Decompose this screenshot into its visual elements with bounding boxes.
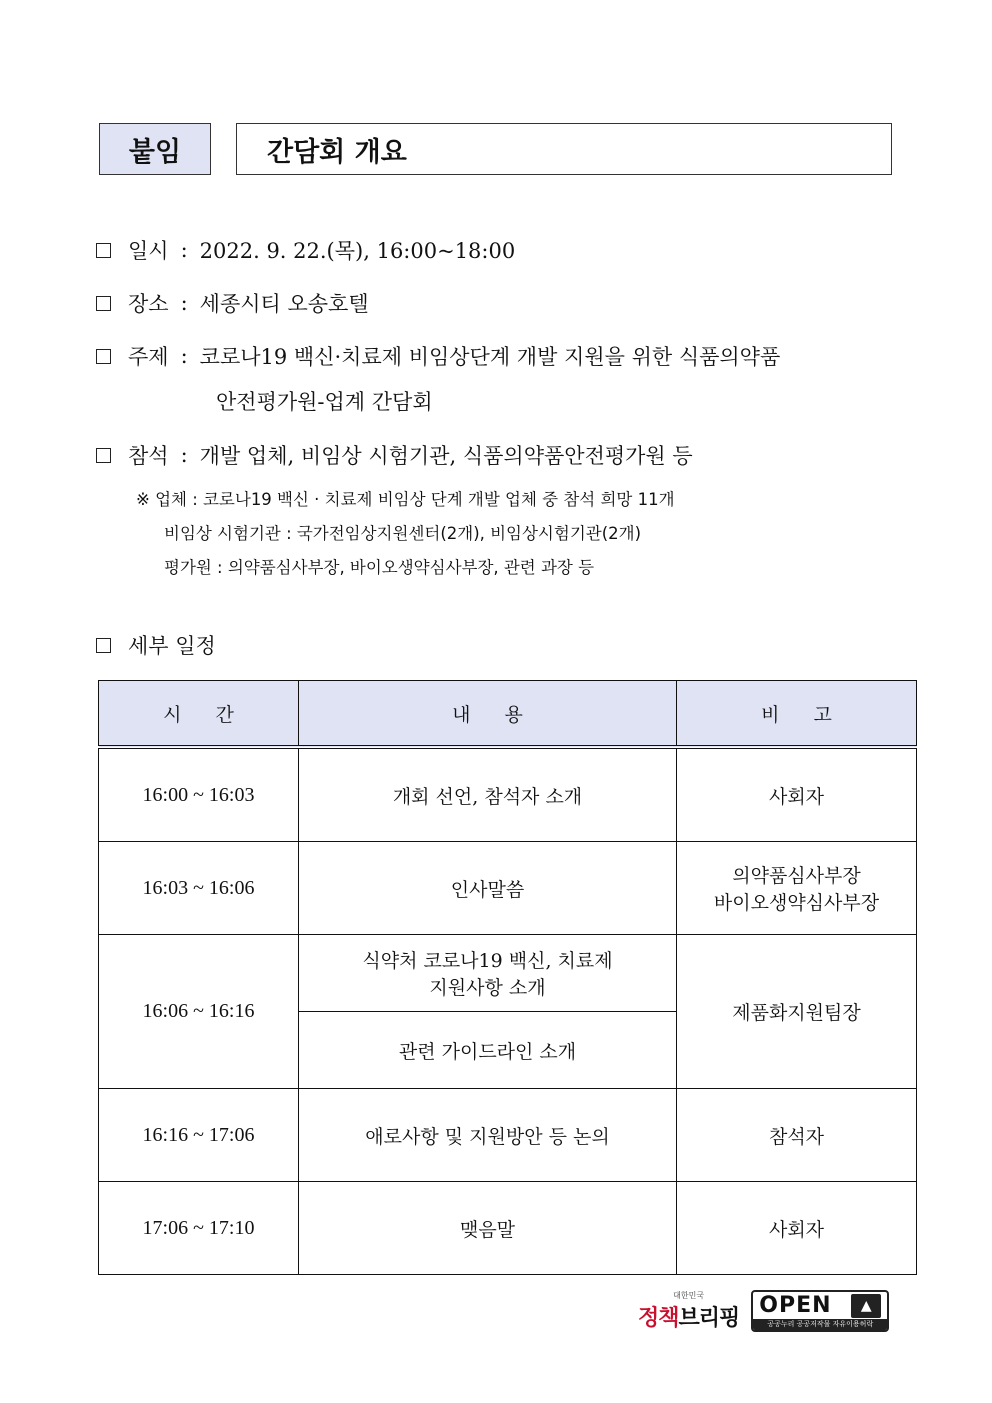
item-place: 장소 : 세종시티 오송호텔: [96, 288, 369, 318]
note-line: ※ 업체 : 코로나19 백신 · 치료제 비임상 단계 개발 업체 중 참석 희망 11개: [136, 490, 675, 509]
note-line: 평가원 : 의약품심사부장, 바이오생약심사부장, 관련 과장 등: [164, 558, 595, 577]
header-note: 비 고: [677, 681, 917, 748]
item-value: 세종시티 오송호텔: [199, 292, 369, 316]
checkbox-icon: [96, 296, 111, 311]
cell-content: 식약처 코로나19 백신, 치료제 지원사항 소개: [299, 935, 677, 1012]
attachment-tag: 붙임: [99, 123, 211, 175]
cell-note: 의약품심사부장 바이오생약심사부장: [677, 842, 917, 935]
table-row: [99, 1089, 917, 1182]
item-label: 주제: [128, 345, 169, 369]
checkbox-icon: [96, 638, 111, 653]
cell-time: 16:00 ~ 16:03: [99, 747, 299, 842]
attribution-icon: ▲: [851, 1294, 881, 1318]
item-date: 일시 : 2022. 9. 22.(목), 16:00~18:00: [96, 235, 515, 265]
item-value: 안전평가원-업계 간담회: [216, 390, 433, 414]
item-value: 개발 업체, 비임상 시험기관, 식품의약품안전평가원 등: [199, 444, 693, 468]
table-row: [99, 842, 917, 935]
footer-logos: [638, 1290, 889, 1332]
item-label: 일시: [128, 239, 169, 263]
schedule-heading: 세부 일정: [96, 630, 216, 660]
cell-content: 관련 가이드라인 소개: [299, 1012, 677, 1089]
note-line: 비임상 시험기관 : 국가전임상지원센터(2개), 비임상시험기관(2개): [164, 524, 642, 543]
cell-note: 사회자: [677, 1182, 917, 1275]
item-topic-cont: [216, 386, 433, 416]
cell-time: 16:16 ~ 17:06: [99, 1089, 299, 1182]
schedule-table: [98, 680, 917, 1275]
checkbox-icon: [96, 349, 111, 364]
item-label: 참석: [128, 444, 169, 468]
cell-time: 16:06 ~ 16:16: [99, 935, 299, 1089]
item-topic: 주제 : 코로나19 백신·치료제 비임상단계 개발 지원을 위한 식품의약품: [96, 341, 780, 371]
table-row: [99, 747, 917, 842]
header-content: 내 용: [299, 681, 677, 748]
cell-note: 참석자: [677, 1089, 917, 1182]
item-attendees: 참석 : 개발 업체, 비임상 시험기관, 식품의약품안전평가원 등: [96, 440, 693, 470]
header-time: 시 간: [99, 681, 299, 748]
cell-time: 17:06 ~ 17:10: [99, 1182, 299, 1275]
cell-note: 제품화지원팀장: [677, 935, 917, 1089]
item-value: 2022. 9. 22.(목), 16:00~18:00: [199, 239, 516, 263]
cell-content: 인사말씀: [299, 842, 677, 935]
policy-briefing-logo: 대한민국 정책브리핑: [638, 1291, 740, 1331]
cell-note: 사회자: [677, 747, 917, 842]
checkbox-icon: [96, 448, 111, 463]
cell-content: 애로사항 및 지원방안 등 논의: [299, 1089, 677, 1182]
open-license-badge: OPEN ▲ 공공누리 공공저작물 자유이용허락: [751, 1290, 889, 1332]
cell-content: 맺음말: [299, 1182, 677, 1275]
table-header-row: [99, 681, 917, 748]
item-value: 코로나19 백신·치료제 비임상단계 개발 지원을 위한 식품의약품: [199, 345, 781, 369]
cell-content: 개회 선언, 참석자 소개: [299, 747, 677, 842]
table-row: [99, 1182, 917, 1275]
page-title: 간담회 개요: [236, 123, 892, 175]
item-label: 장소: [128, 292, 169, 316]
cell-time: 16:03 ~ 16:06: [99, 842, 299, 935]
checkbox-icon: [96, 243, 111, 258]
table-row: [99, 935, 917, 1012]
